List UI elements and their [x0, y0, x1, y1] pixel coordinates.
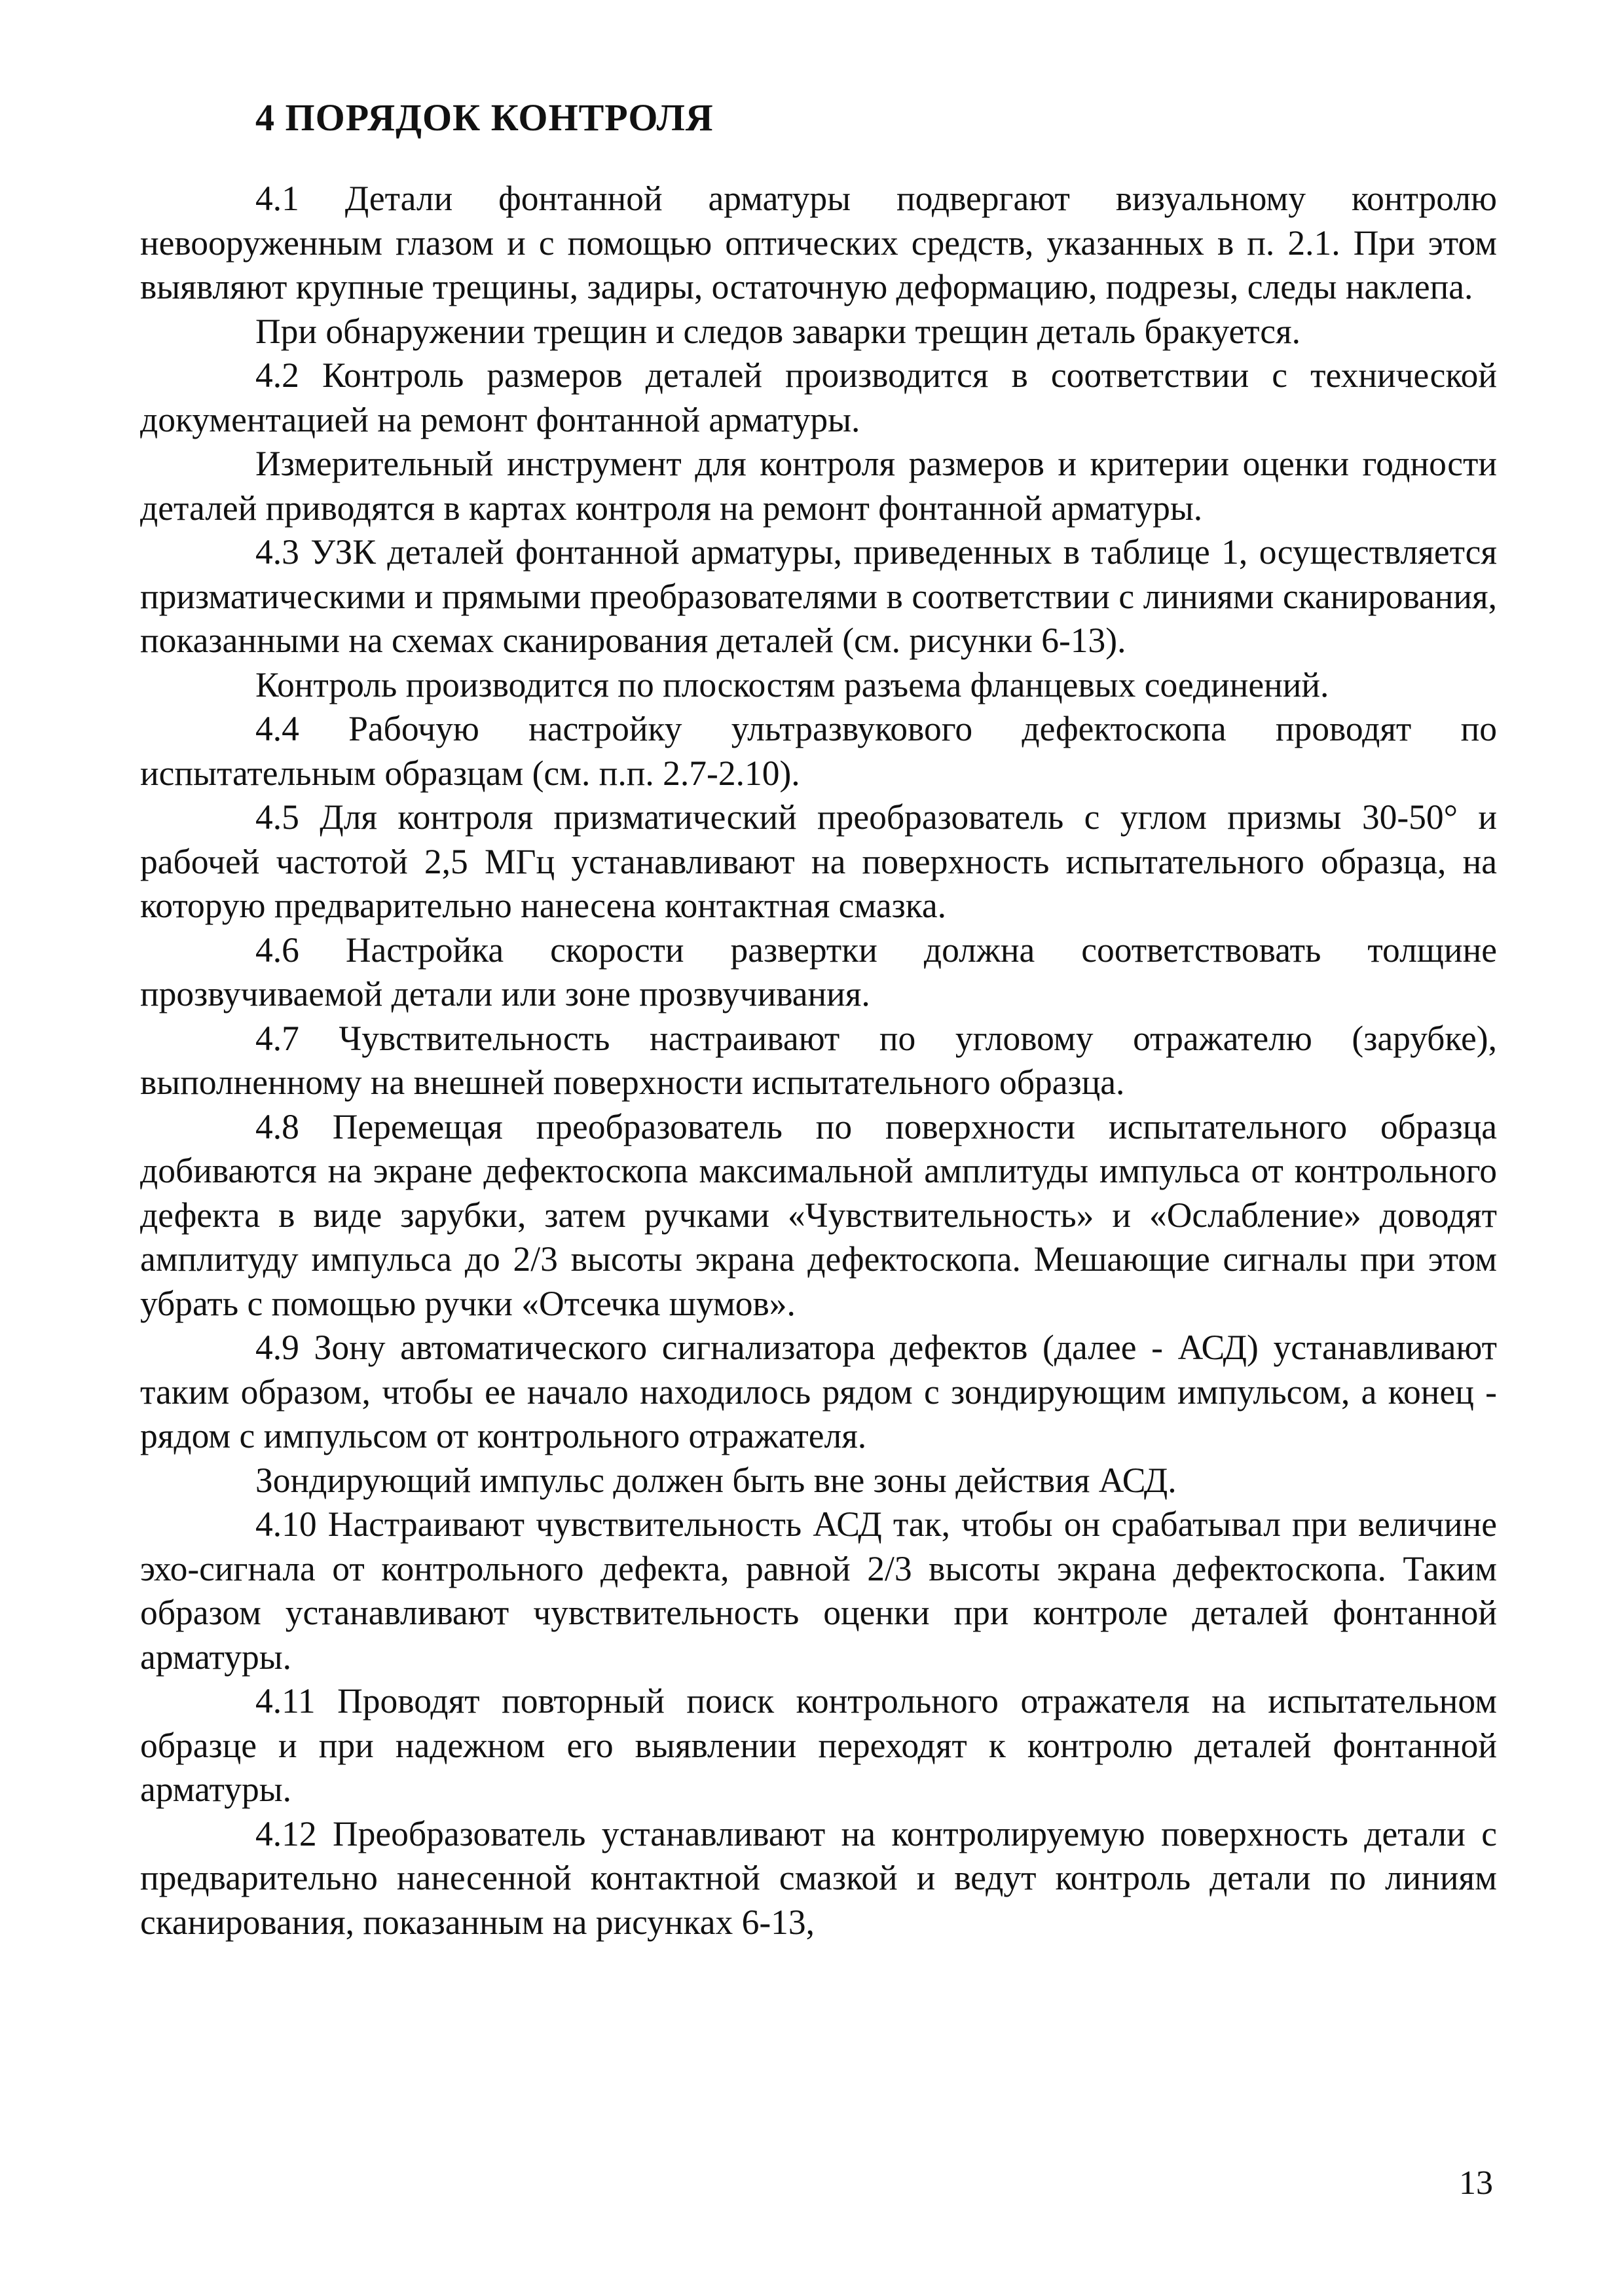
paragraph-4-9-pulse: Зондирующий импульс должен быть вне зоны действия АСД. — [255, 1460, 1177, 1500]
section-title: 4 ПОРЯДОК КОНТРОЛЯ — [255, 96, 714, 139]
paragraph-4-11: 4.11 Проводят повторный поиск контрольного отражателя на испытательном образце и при надежном его выявлении переходят к контролю деталей фонтанной арматуры. — [140, 1681, 1497, 1809]
paragraph-4-1-reject: При обнаружении трещин и следов заварки трещин деталь бракуется. — [255, 311, 1301, 351]
body-text — [140, 177, 1497, 1944]
paragraph-4-1: 4.1 Детали фонтанной арматуры подвергают визуальному контролю невооруженным глазом и с помощью оптических средств, указанных в п. 2.1. При этом выявляют крупные трещины, задиры, остаточную деформацию, подрезы, следы наклепа. — [140, 179, 1497, 306]
paragraph-4-5: 4.5 Для контроля призматический преобразователь с углом призмы 30-50° и рабочей частотой 2,5 МГц устанавливают на поверхность испытательного образца, на которую предварительно нанесена контактная смазка. — [140, 797, 1497, 925]
paragraph-4-3-flanges: Контроль производится по плоскостям разъема фланцевых соединений. — [255, 665, 1329, 704]
paragraph-4-8: 4.8 Перемещая преобразователь по поверхности испытательного образца добиваются на экране дефектоскопа максимальной амплитуды импульса от контрольного дефекта в виде зарубки, затем ручками «Чувствительность» и «Ослабление» доводят амплитуду импульса до 2/3 высоты экрана дефектоскопа. Мешающие сигналы при этом убрать с помощью ручки «Отсечка шумов». — [140, 1106, 1497, 1323]
page-number: 13 — [1459, 2164, 1493, 2202]
paragraph-4-7: 4.7 Чувствительность настраивают по угловому отражателю (зарубке), выполненному на внешней поверхности испытательного образца. — [140, 1018, 1497, 1102]
paragraph-4-6: 4.6 Настройка скорости развертки должна соответствовать толщине прозвучиваемой детали или зоне прозвучивания. — [140, 930, 1497, 1013]
paragraph-4-2: 4.2 Контроль размеров деталей производится в соответствии с технической документацией на ремонт фонтанной арматуры. — [140, 355, 1497, 439]
paragraph-4-9: 4.9 Зону автоматического сигнализатора дефектов (далее - АСД) устанавливают таким образом, чтобы ее начало находилось рядом с зондирующим импульсом, а конец - рядом с импульсом от контрольного отражателя. — [140, 1328, 1497, 1455]
paragraph-4-4: 4.4 Рабочую настройку ультразвукового дефектоскопа проводят по испытательным образцам (см. п.п. 2.7-2.10). — [140, 709, 1497, 793]
paragraph-4-10: 4.10 Настраивают чувствительность АСД так, чтобы он срабатывал при величине эхо-сигнала от контрольного дефекта, равной 2/3 высоты экрана дефектоскопа. Таким образом устанавливают чувствительность оценки при контроле деталей фонтанной арматуры. — [140, 1504, 1497, 1677]
paragraph-4-12: 4.12 Преобразователь устанавливают на контролируемую поверхность детали с предварительно нанесенной контактной смазкой и ведут контроль детали по линиям сканирования, показанным на рисунках 6-13, — [140, 1813, 1497, 1942]
paragraph-4-3: 4.3 УЗК деталей фонтанной арматуры, приведенных в таблице 1, осуществляется призматическими и прямыми преобразователями в соответствии с линиями сканирования, показанными на схемах сканирования деталей (см. рисунки 6-13). — [140, 532, 1497, 660]
paragraph-4-2-instruments: Измерительный инструмент для контроля размеров и критерии оценки годности деталей приводятся в картах контроля на ремонт фонтанной арматуры. — [140, 444, 1497, 528]
